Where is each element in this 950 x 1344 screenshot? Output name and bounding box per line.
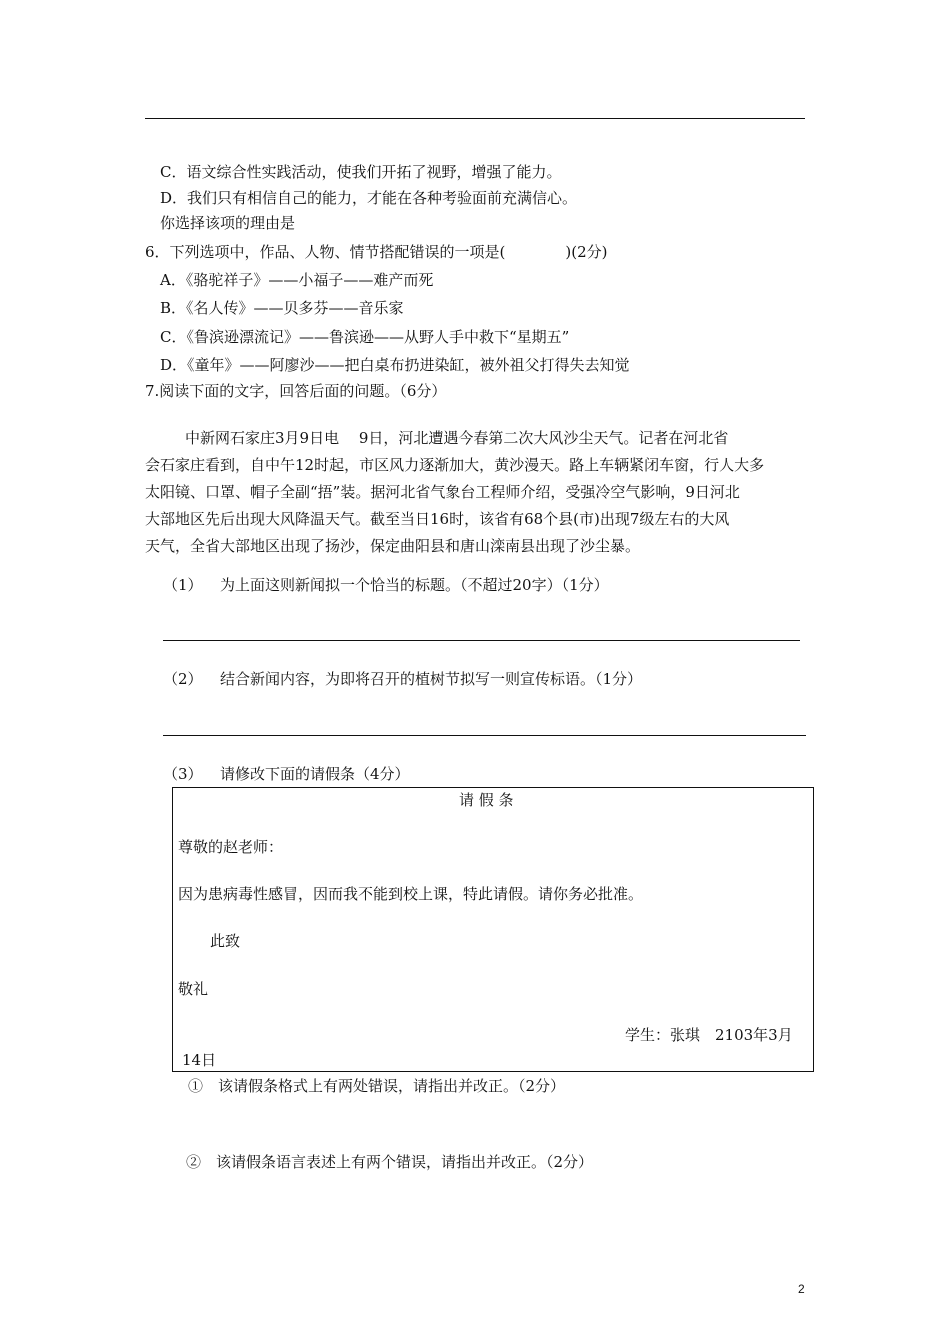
q7-stem: 7.阅读下面的文字，回答后面的问题。（6分） [145,382,447,400]
news-line: 天气，全省大部地区出现了扬沙，保定曲阳县和唐山滦南县出现了沙尘暴。 [145,537,641,555]
q5-reason-prompt: 你选择该项的理由是 [160,214,296,232]
leave-note-signature: 学生：张琪 2103年3月 [625,1026,793,1044]
sub3-item-1: ① 该请假条格式上有两处错误，请指出并改正。（2分） [188,1077,566,1095]
q5-option-d: D．我们只有相信自己的能力，才能在各种考验面前充满信心。 [160,189,578,207]
leave-note-closing-2: 敬礼 [178,980,209,998]
q6-stem: 6．下列选项中，作品、人物、情节搭配错误的一项是( )(2分) [145,243,608,261]
news-passage [145,425,810,560]
q6-option-c: C．《鲁滨逊漂流记》——鲁滨逊——从野人手中救下“星期五” [160,328,570,346]
sub1-number: （1） [163,576,203,594]
leave-note-body: 因为患病毒性感冒，因而我不能到校上课，特此请假。请你务必批准。 [178,885,644,903]
q5-option-c: C．语文综合性实践活动，使我们开拓了视野，增强了能力。 [160,163,562,181]
answer-line-1[interactable] [163,640,800,641]
leave-note-salutation: 尊敬的赵老师： [178,838,284,856]
leave-note-closing-1: 此致 [210,932,241,950]
q6-option-a: A．《骆驼祥子》——小福子——难产而死 [160,271,434,289]
news-line: 大部地区先后出现大风降温天气。截至当日16时，该省有68个县(市)出现7级左右的大风 [145,510,730,528]
news-line: 太阳镜、口罩、帽子全副“捂”装。据河北省气象台工程师介绍，受强冷空气影响，9日河北 [145,483,740,501]
sub2-number: （2） [163,670,203,688]
sub3-question: 请修改下面的请假条（4分） [220,765,410,783]
sub2-question: 结合新闻内容，为即将召开的植树节拟写一则宣传标语。（1分） [220,670,643,688]
answer-line-2[interactable] [163,735,806,736]
page-number: 2 [798,1282,805,1296]
leave-note-date-tail: 14日 [182,1051,217,1069]
q6-option-b: B．《名人传》——贝多芬——音乐家 [160,299,404,317]
q6-option-d: D．《童年》——阿廖沙——把白桌布扔进染缸，被外祖父打得失去知觉 [160,356,630,374]
news-line: 会石家庄看到，自中午12时起，市区风力逐渐加大，黄沙漫天。路上车辆紧闭车窗，行人大多 [145,456,765,474]
sub3-number: （3） [163,765,203,783]
sub1-question: 为上面这则新闻拟一个恰当的标题。（不超过20字）（1分） [220,576,609,594]
news-line: 中新网石家庄3月9日电 9日，河北遭遇今春第二次大风沙尘天气。记者在河北省 [185,429,729,447]
leave-note-title: 请 假 条 [459,791,514,809]
sub3-item-2: ② 该请假条语言表述上有两个错误，请指出并改正。（2分） [186,1153,594,1171]
header-rule [145,118,805,119]
